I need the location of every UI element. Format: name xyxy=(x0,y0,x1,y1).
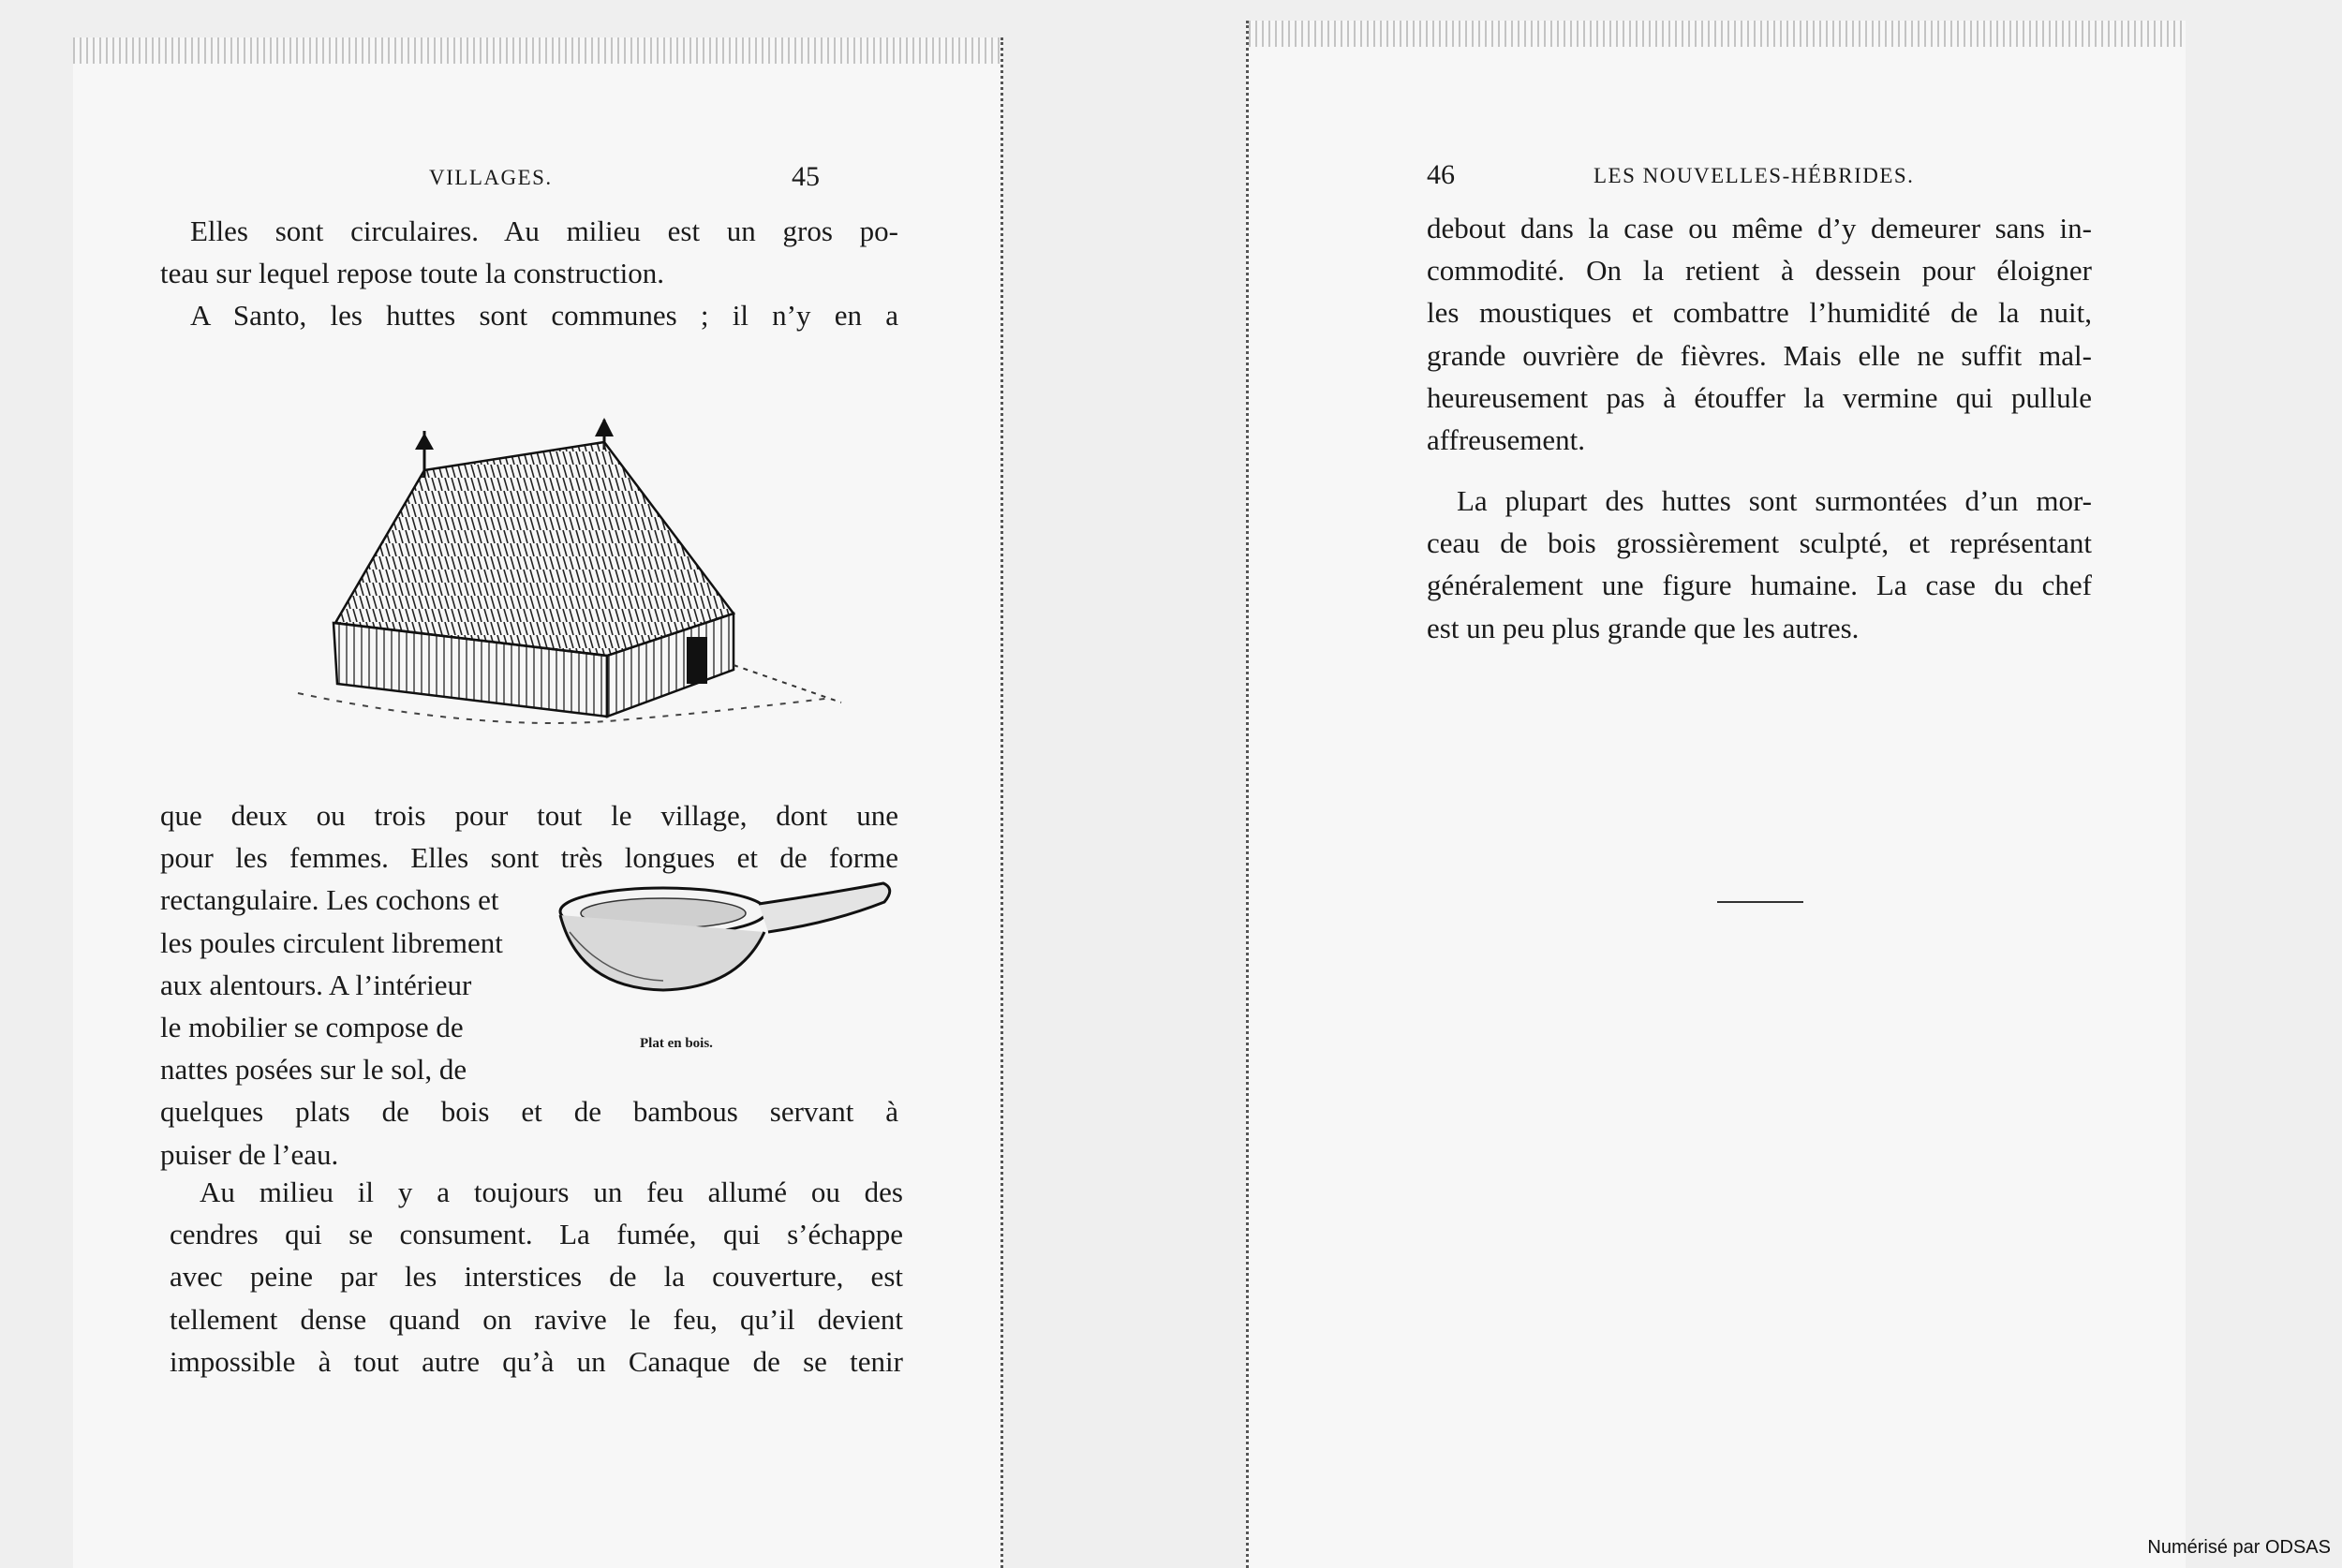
hut-illustration xyxy=(195,412,851,731)
wooden-dish-illustration xyxy=(551,876,897,1026)
left-page xyxy=(73,37,1003,1568)
text-line: cendres qui se consument. La fumée, qui s’échappe xyxy=(170,1218,903,1251)
text-line: tellement dense quand on ravive le feu, qu’il devient xyxy=(170,1302,903,1336)
text-line: puiser de l’eau. xyxy=(160,1137,339,1171)
page-edge-speckle xyxy=(1249,21,2186,47)
text-line: nattes posées sur le sol, de xyxy=(160,1053,467,1087)
text-line: grande ouvrière de fièvres. Mais elle ne suffit mal- xyxy=(1427,338,2092,372)
section-rule xyxy=(1717,901,1803,903)
top-text-block xyxy=(160,210,898,337)
text-line: les moustiques et combattre l’humidité de la nuit, xyxy=(1427,296,2092,330)
text-line: Elles sont circulaires. Au milieu est un gros po- xyxy=(190,214,898,247)
text-line: pour les femmes. Elles sont très longues et de forme xyxy=(160,841,898,875)
text-line: A Santo, les huttes sont communes ; il n’y en a xyxy=(190,299,898,333)
text-line: affreusement. xyxy=(1427,423,1585,457)
text-line: debout dans la case ou même d’y demeurer sans in- xyxy=(1427,212,2092,244)
text-line: impossible à tout autre qu’à un Canaque de se tenir xyxy=(170,1344,903,1378)
dish-caption: Plat en bois. xyxy=(640,1036,713,1051)
text-line: les poules circulent librement xyxy=(160,925,503,959)
running-head: VILLAGES. xyxy=(429,166,553,189)
page-number: 45 xyxy=(792,161,820,192)
page-number: 46 xyxy=(1427,159,1455,190)
text-line: Au milieu il y a toujours un feu allumé ou des xyxy=(200,1176,903,1208)
right-page xyxy=(1246,21,2186,1568)
paragraph-1 xyxy=(1427,207,2092,461)
text-line: est un peu plus grande que les autres. xyxy=(1427,611,1860,644)
digitized-by-credit: Numérisé par ODSAS xyxy=(2147,1537,2331,1558)
text-line: quelques plats de bois et de bambous servant à xyxy=(160,1095,898,1129)
text-line: ceau de bois grossièrement sculpté, et représentant xyxy=(1427,526,2092,560)
text-line: généralement une figure humaine. La case du chef xyxy=(1427,569,2092,602)
page-edge-speckle xyxy=(73,37,1001,64)
text-line: avec peine par les interstices de la couverture, est xyxy=(170,1260,903,1294)
text-line: le mobilier se compose de xyxy=(160,1011,464,1044)
text-line: rectangulaire. Les cochons et xyxy=(160,883,499,917)
paragraph-2 xyxy=(1427,480,2092,649)
text-line: que deux ou trois pour tout le village, dont une xyxy=(160,799,898,832)
text-line: aux alentours. A l’intérieur xyxy=(160,968,472,1001)
bottom-text-block xyxy=(170,1171,903,1383)
text-line: La plupart des huttes sont surmontées d’un mor- xyxy=(1457,484,2092,517)
text-line: commodité. On la retient à dessein pour éloigner xyxy=(1427,254,2092,288)
bleed-through-text xyxy=(1408,676,2101,1426)
running-head: LES NOUVELLES-HÉBRIDES. xyxy=(1593,164,1915,187)
text-line: heureusement pas à étouffer la vermine qui pullule xyxy=(1427,380,2092,414)
text-line: teau sur lequel repose toute la construction. xyxy=(160,257,665,290)
